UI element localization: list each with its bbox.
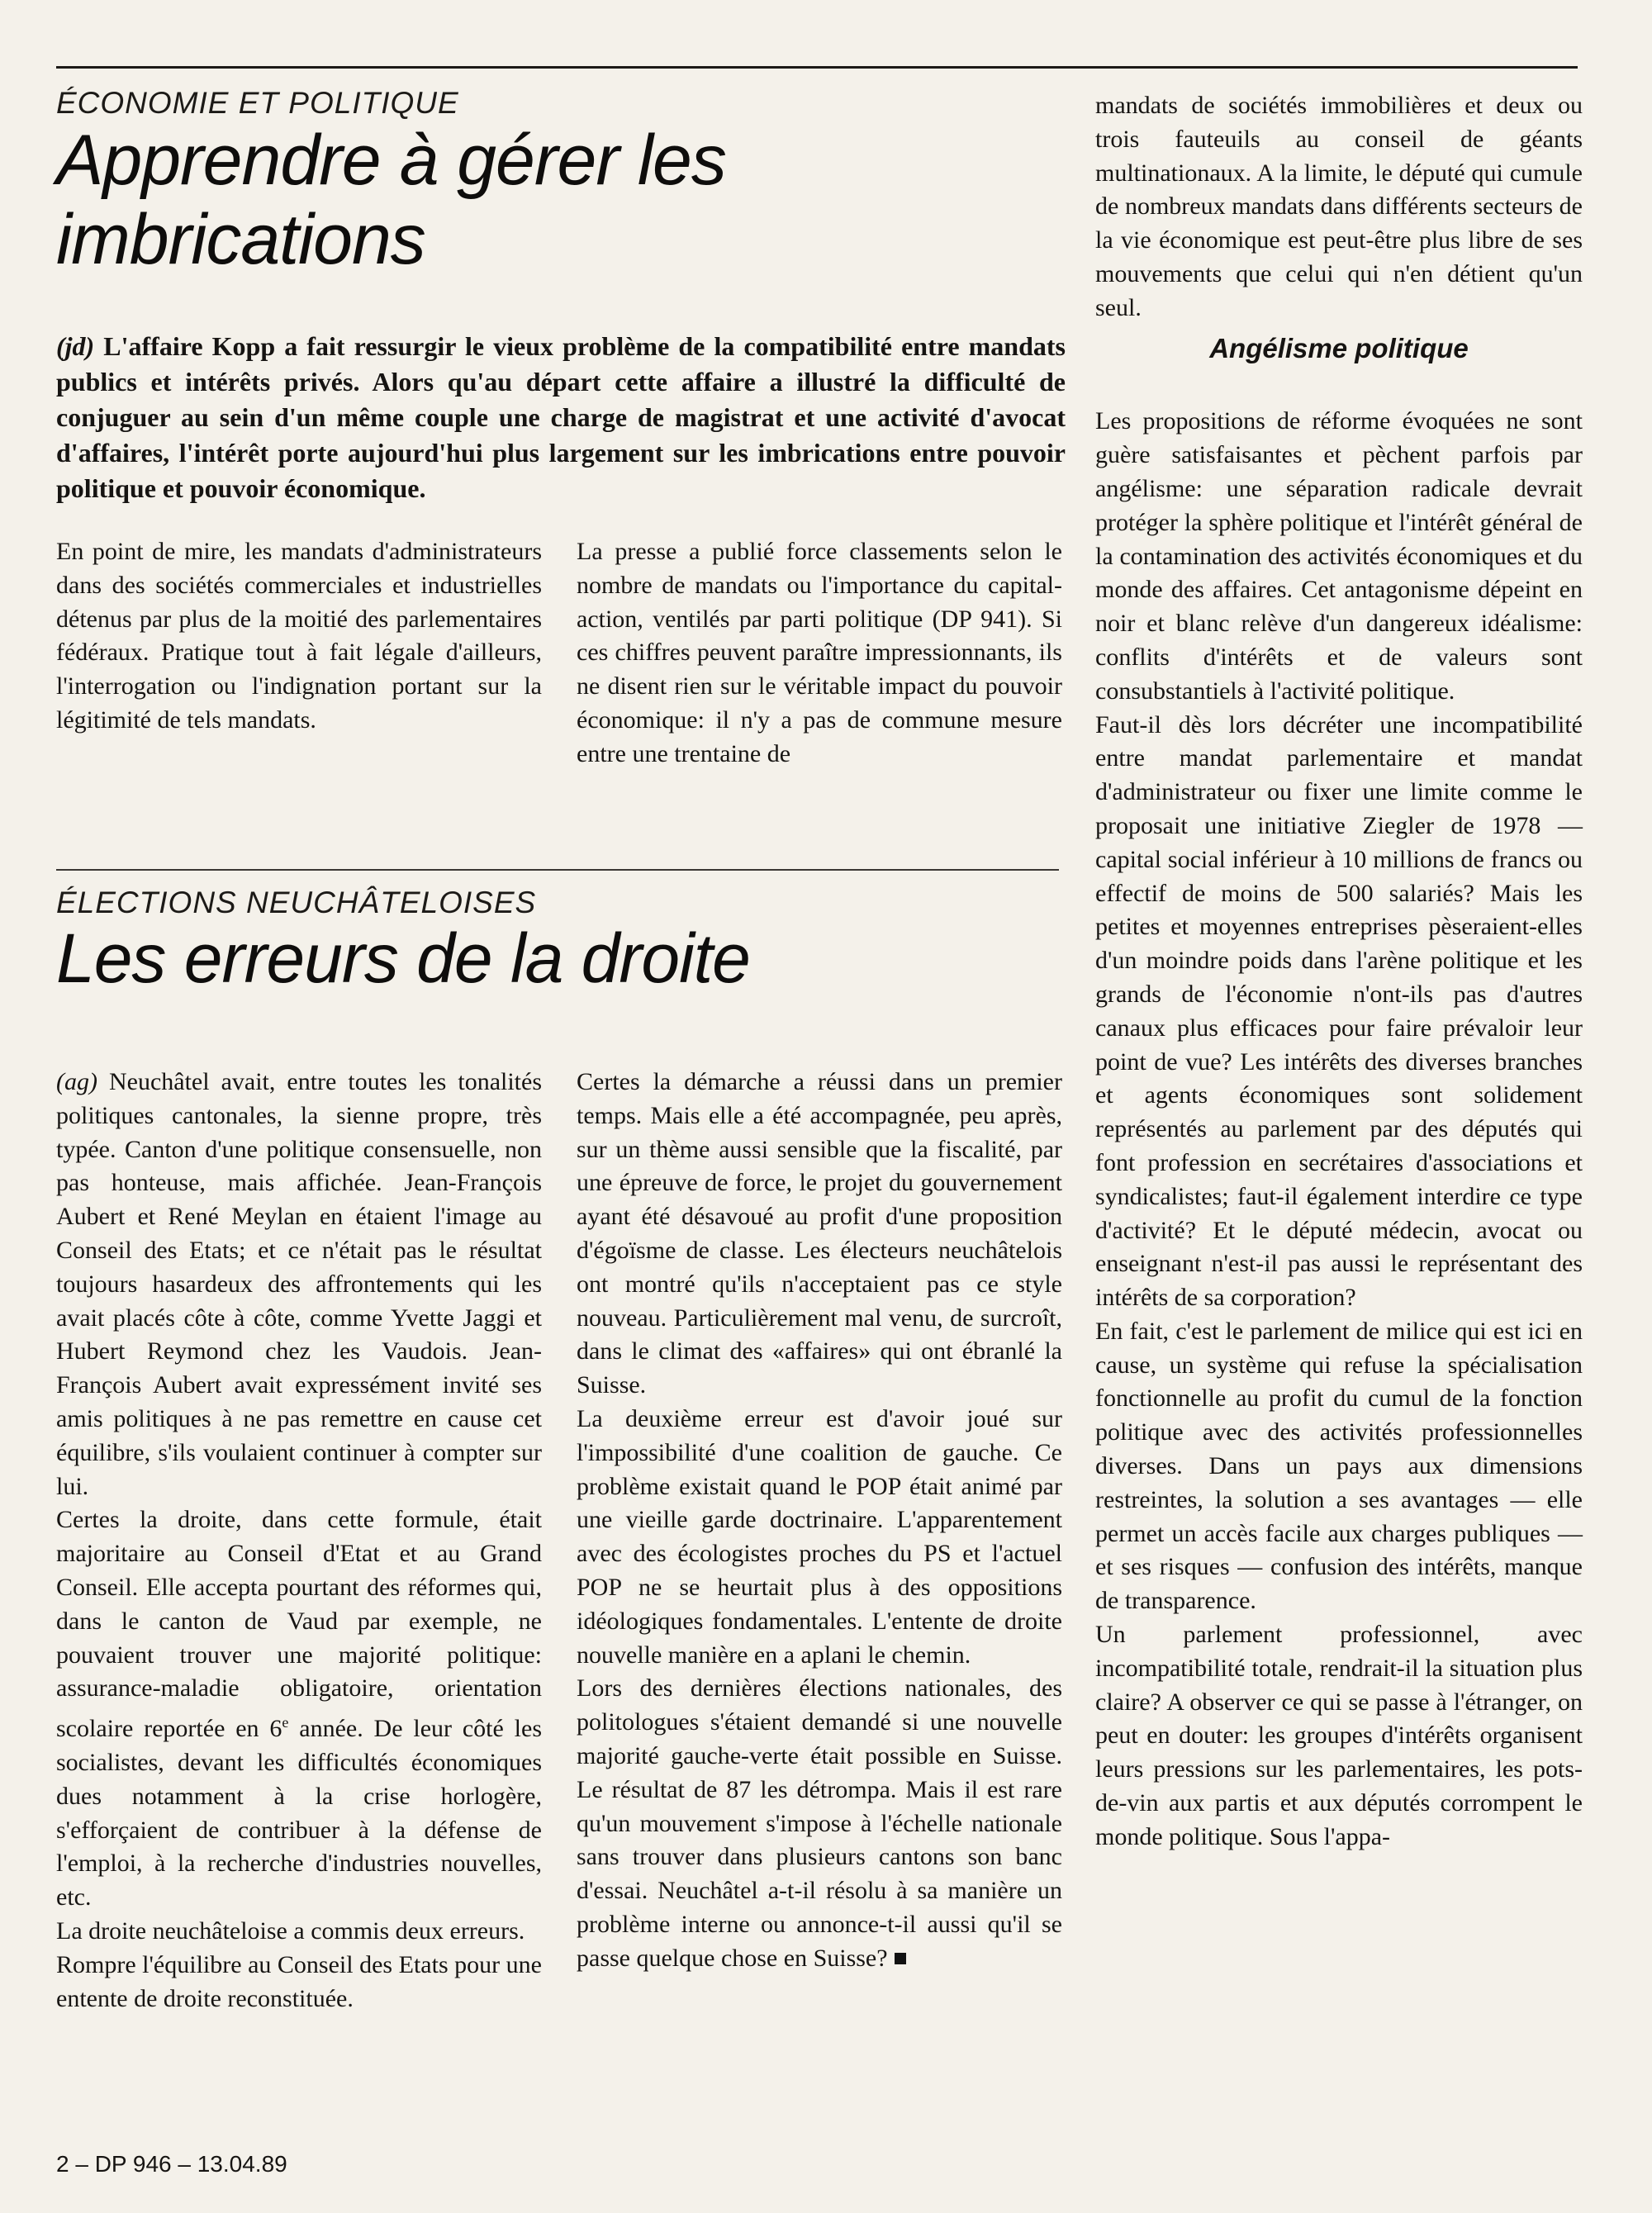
page-footer: 2 – DP 946 – 13.04.89 <box>56 2151 287 2177</box>
article2-column-1 <box>56 1066 542 2016</box>
article1-col3-p5: Un parlement professionnel, avec incompatibilité totale, rendrait-il la situation plus claire? A observer ce qui se passe à l'étranger, on peut en douter: les groupes d'intérêts organisent leurs pressions sur les parlementaires, les pots-de-vin aux partis et aux députés corrompent le monde politique. Sous l'appa- <box>1095 1621 1583 1850</box>
article1-lead-author: (jd) <box>56 331 95 361</box>
article2-col2-p1: Certes la démarche a réussi dans un premier temps. Mais elle a été accompagnée, peu après, sur un thème aussi sensible que la fiscalité, par une épreuve de force, le projet du gouvernement ayant été désavoué au profit d'une proposition d'égoïsme de classe. Les électeurs neuchâtelois ont montré qu'ils n'acceptaient pas ce style nouveau. Particulièrement mal venu, de surcroît, dans le climat des «affaires» qui ont ébranlé la Suisse. <box>577 1068 1062 1399</box>
article1-col3-p1: mandats de sociétés immobilières et deux ou trois fauteuils au conseil de géants multinationaux. A la limite, le député qui cumule de nombreux mandats dans différents secteurs de la vie économique est peut-être plus libre de ses mouvements que celui qui n'en détient qu'un seul. <box>1095 92 1583 321</box>
article1-lead <box>56 329 1066 506</box>
article1-column-1 <box>56 535 542 738</box>
article2-col1-p4: Rompre l'équilibre au Conseil des Etats pour une entente de droite reconstituée. <box>56 1950 542 2012</box>
article1-col1-text: En point de mire, les mandats d'administrateurs dans des sociétés commerciales et industrielles détenus par plus de la moitié des parlementaires fédéraux. Pratique tout à fait légale d'ailleurs, l'interrogation ou l'indignation portant sur la légitimité de tels mandats. <box>56 538 542 734</box>
article2-col1-p2-sup: e <box>282 1714 289 1731</box>
section-divider <box>56 869 1059 871</box>
article2-author: (ag) <box>56 1068 97 1095</box>
article1-subhead: Angélisme politique <box>1209 332 1469 363</box>
article1-rubric: ÉCONOMIE ET POLITIQUE <box>56 86 459 120</box>
article2-col1-p1 <box>56 1066 542 1503</box>
article2-col1-p2 <box>56 1503 542 1915</box>
article2-col2-p3 <box>577 1672 1062 1975</box>
article1-title-line2: imbrications <box>56 200 425 279</box>
end-of-article-square-icon <box>895 1953 906 1964</box>
article1-column-3 <box>1095 89 1583 1854</box>
article2-rubric: ÉLECTIONS NEUCHÂTELOISES <box>56 886 537 919</box>
article1-col3-p3: Faut-il dès lors décréter une incompatibilité entre mandat parlementaire et mandat d'administrateur ou fixer une limite comme le proposait une initiative Ziegler de 1978 — capital social inférieur à 10 millions de francs ou effectif de moins de 500 salariés? Mais les petites et moyennes entreprises pèseraient-elles d'un moindre poids dans l'arène politique et les grands de l'économie n'ont-ils pas d'autres canaux plus efficaces pour faire prévaloir leur point de vue? Les intérêts des diverses branches et agents économiques sont solidement représentés au parlement par des députés qui font profession en secrétaires d'associations et syndicalistes; faut-il également interdire ce type d'activité? Et le député médecin, avocat ou enseignant n'est-il pas aussi le représentant des intérêts de sa corporation? <box>1095 710 1583 1312</box>
article1-lead-text: L'affaire Kopp a fait ressurgir le vieux problème de la compatibilité entre mandats publics et intérêts privés. Alors qu'au départ cette affaire a illustré la difficulté de conjuguer au sein d'un même couple une charge de magistrat et une activité d'avocat d'affaires, l'intérêt porte aujourd'hui plus largement sur les imbrications entre pouvoir politique et pouvoir économique. <box>56 331 1066 503</box>
article1-title-line1: Apprendre à gérer les <box>56 121 726 200</box>
article2-col2-p3-text: Lors des dernières élections nationales, des politologues s'étaient demandé si une nouvelle majorité gauche-verte était possible en Suisse. Le résultat de 87 les détrompa. Mais il est rare qu'un mouvement s'impose à l'échelle nationale sans trouver dans plusieurs cantons son banc d'essai. Neuchâtel a-t-il résolu à sa manière un problème interne ou annonce-t-il aussi qu'il se passe quelque chose en Suisse? <box>577 1674 1062 1972</box>
top-rule <box>56 66 1578 69</box>
article1-column-2 <box>577 535 1062 772</box>
article2-col2-p2: La deuxième erreur est d'avoir joué sur l'impossibilité d'une coalition de gauche. Ce problème existait quand le POP était animé par une vieille garde doctrinaire. L'apparentement avec des écologistes proches du PS et l'actuel POP ne se heurtait plus à des oppositions idéologiques fondamentales. L'entente de droite nouvelle manière en a aplani le chemin. <box>577 1404 1062 1669</box>
article1-title <box>56 121 726 279</box>
article2-col1-p3: La droite neuchâteloise a commis deux erreurs. <box>56 1916 525 1945</box>
article2-title: Les erreurs de la droite <box>56 919 750 997</box>
article1-col3-p4: En fait, c'est le parlement de milice qui est ici en cause, un système qui refuse la spécialisation fonctionnelle au profit du cumul de la fonction politique avec des activités professionnelles diverses. Dans un pays aux dimensions restreintes, la solution a ses avantages — elle permet un accès facile aux charges publiques — et ses risques — confusion des intérêts, manque de transparence. <box>1095 1317 1583 1615</box>
article2-col1-p1-text: Neuchâtel avait, entre toutes les tonalités politiques cantonales, la sienne propre, très typée. Canton d'une politique consensuelle, non pas honteuse, mais affichée. Jean-François Aubert et René Meylan en étaient l'image au Conseil des Etats; et ce n'était pas le résultat toujours hasardeux des affrontements qui les avait placés côte à côte, comme Yvette Jaggi et Hubert Reymond chez les Vaudois. Jean-François Aubert avait expressément invité ses amis politiques à ne pas remettre en cause cet équilibre, s'ils voulaient continuer à compter sur lui. <box>56 1068 542 1500</box>
article2-col1-p2a: Certes la droite, dans cette formule, était majoritaire au Conseil d'Etat et au Grand Conseil. Elle accepta pourtant des réformes qui, dans le canton de Vaud par exemple, ne pouvaient trouver une majorité politique: assurance-maladie obligatoire, orientation scolaire reportée en 6 <box>56 1506 542 1743</box>
article2-column-2 <box>577 1066 1062 1976</box>
article2-col1-p2b: année. De leur côté les socialistes, devant les difficultés économiques dues notamment à la crise horlogère, s'efforçaient de contribuer à la défense de l'emploi, à la recherche d'industries nouvelles, etc. <box>56 1715 543 1911</box>
article1-col2-text: La presse a publié force classements selon le nombre de mandats ou l'importance du capital-action, ventilés par parti politique (DP 941). Si ces chiffres peuvent paraître impressionnants, ils ne disent rien sur le véritable impact du pouvoir économique: il n'y a pas de commune mesure entre une trentaine de <box>577 538 1062 767</box>
article1-col3-p2: Les propositions de réforme évoquées ne sont guère satisfaisantes et pèchent parfois par angélisme: une séparation radicale devrait protéger la sphère politique et l'intérêt général de la contamination des activités économiques et du monde des affaires. Cet antagonisme dépeint en noir et blanc relève d'un dangereux idéalisme: conflits d'intérêts et de valeurs sont consubstantiels à l'activité politique. <box>1095 407 1583 705</box>
